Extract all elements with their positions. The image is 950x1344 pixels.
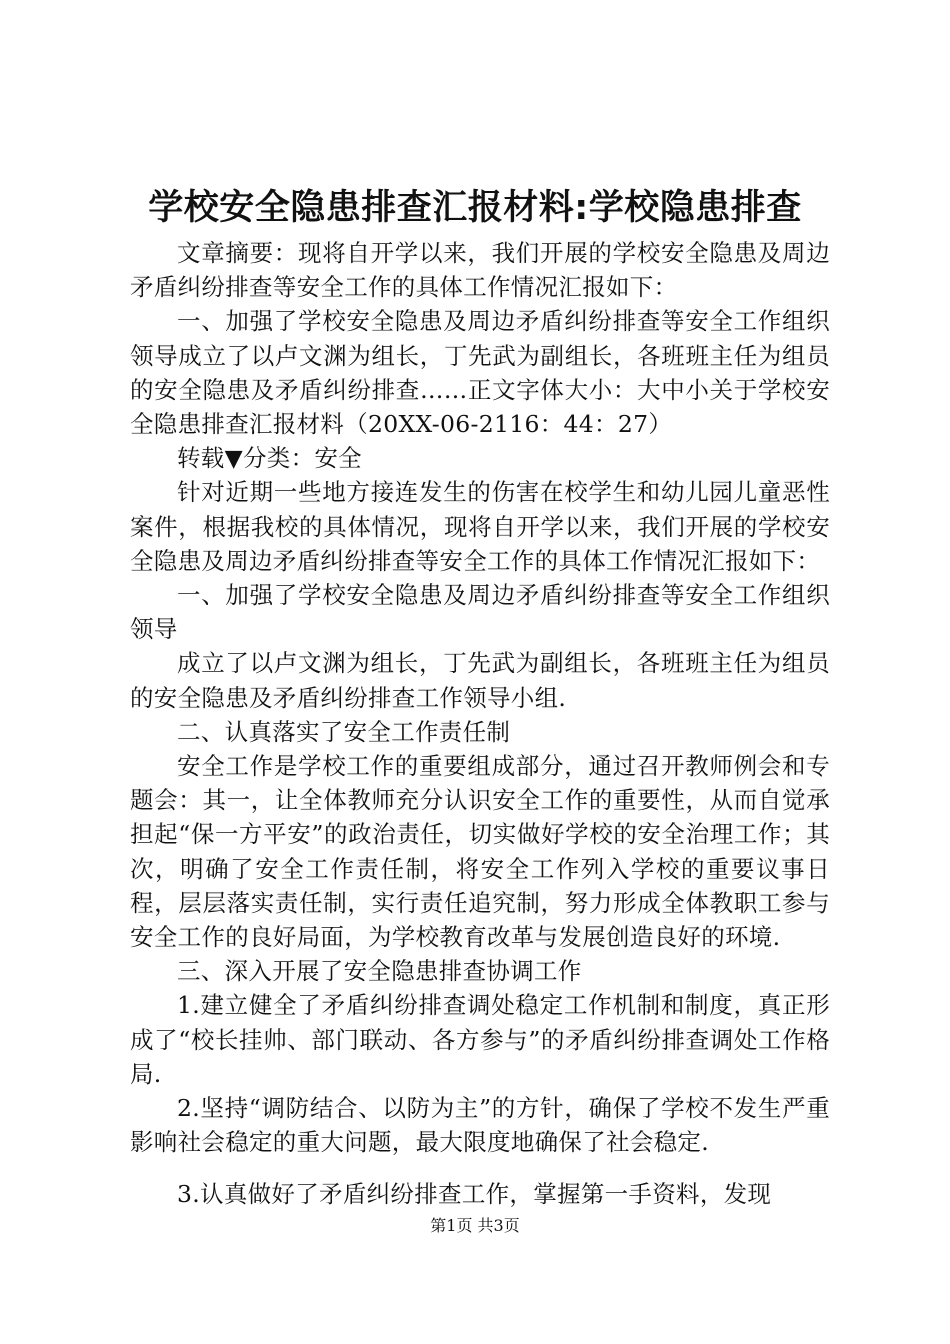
heading-section-3: 三、深入开展了安全隐患排查协调工作 (177, 957, 582, 986)
list-item-2: 2.坚持“调防结合、以防为主”的方针，确保了学校不发生严重影响社会稳定的重大问题，最大限度地确保了社会稳定. (130, 1094, 830, 1157)
list-item-3: 3.认真做好了矛盾纠纷排查工作，掌握第一手资料，发现 (177, 1180, 772, 1209)
heading-section-2: 二、认真落实了安全工作责任制 (177, 717, 511, 746)
paragraph-section-1: 成立了以卢文渊为组长，丁先武为副组长，各班班主任为组员的安全隐患及矛盾纠纷排查工作领导小组. (130, 649, 830, 712)
document-title: 学校安全隐患排查汇报材料:学校隐患排查 (148, 188, 802, 228)
page-footer (0, 1214, 950, 1238)
paragraph-summary-section-1: 一、加强了学校安全隐患及周边矛盾纠纷排查等安全工作组织领导成立了以卢文渊为组长，丁先武为副组长，各班班主任为组员的安全隐患及矛盾纠纷排查……正文字体大小：大中小关于学校安全隐患排查汇报材料（20XX-06-2116：44：27） (130, 307, 830, 439)
paragraph-intro: 针对近期一些地方接连发生的伤害在校学生和幼儿园儿童恶性案件，根据我校的具体情况，现将自开学以来，我们开展的学校安全隐患及周边矛盾纠纷排查等安全工作的具体工作情况汇报如下： (130, 478, 830, 575)
paragraph-section-2: 安全工作是学校工作的重要组成部分，通过召开教师例会和专题会：其一，让全体教师充分认识安全工作的重要性，从而自觉承担起“保一方平安”的政治责任，切实做好学校的安全治理工作；其次，明确了安全工作责任制，将安全工作列入学校的重要议事日程，层层落实责任制，实行责任追究制，努力形成全体教职工参与安全工作的良好局面，为学校教育改革与发展创造良好的环境. (130, 752, 830, 952)
page-number: 第1页 (430, 1216, 473, 1235)
paragraph-abstract: 文章摘要：现将自开学以来，我们开展的学校安全隐患及周边矛盾纠纷排查等安全工作的具体工作情况汇报如下： (130, 239, 830, 302)
page-total: 共3页 (477, 1216, 520, 1235)
list-item-1: 1.建立健全了矛盾纠纷排查调处稳定工作机制和制度，真正形成了“校长挂帅、部门联动、各方参与”的矛盾纠纷排查调处工作格局. (130, 991, 830, 1088)
paragraph-category: 转载▼分类：安全 (177, 444, 362, 473)
document-body (130, 236, 830, 1212)
heading-section-1: 一、加强了学校安全隐患及周边矛盾纠纷排查等安全工作组织领导 (130, 581, 830, 644)
